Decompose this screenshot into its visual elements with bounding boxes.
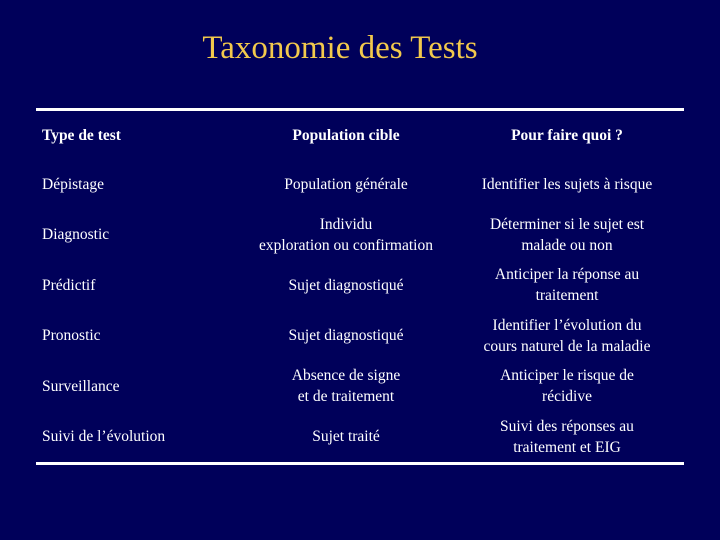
cell-test-type: Dépistage — [42, 175, 104, 193]
header-population-cible: Population cible — [292, 126, 400, 144]
cell-target-population: Sujet diagnostiqué — [288, 327, 404, 345]
cell-purpose: Suivi des réponses au traitement et EIG — [500, 417, 634, 456]
cell-target-population: Absence de signe et de traitement — [291, 367, 401, 406]
cell-purpose: Anticiper le risque de récidive — [500, 367, 634, 406]
cell-purpose: Identifier les sujets à risque — [481, 175, 653, 193]
cell-purpose: Déterminer si le sujet est malade ou non — [489, 215, 645, 254]
table-row — [36, 361, 684, 412]
cell-target-population: Sujet traité — [312, 428, 380, 446]
cell-test-type: Suivi de l’évolution — [42, 428, 166, 446]
cell-test-type: Surveillance — [42, 377, 120, 395]
cell-test-type: Pronostic — [42, 327, 101, 345]
cell-target-population: Sujet diagnostiqué — [288, 276, 404, 294]
taxonomy-table-container — [36, 108, 684, 465]
cell-purpose: Identifier l’évolution du cours naturel de la maladie — [483, 316, 651, 355]
taxonomy-table — [36, 111, 684, 462]
table-row — [36, 260, 684, 311]
header-type-de-test: Type de test — [42, 126, 121, 144]
header-pour-faire-quoi: Pour faire quoi ? — [511, 126, 623, 144]
table-row — [36, 210, 684, 261]
table-bottom-rule — [36, 462, 684, 465]
cell-target-population: Population générale — [284, 175, 408, 193]
slide-title: Taxonomie des Tests — [202, 30, 478, 66]
cell-purpose: Anticiper la réponse au traitement — [494, 266, 640, 305]
cell-test-type: Diagnostic — [42, 226, 110, 244]
table-row — [36, 311, 684, 362]
cell-test-type: Prédictif — [42, 276, 96, 294]
table-row — [36, 159, 684, 210]
table-row — [36, 412, 684, 463]
table-header-row — [36, 111, 684, 159]
cell-target-population: Individu exploration ou confirmation — [259, 215, 433, 254]
